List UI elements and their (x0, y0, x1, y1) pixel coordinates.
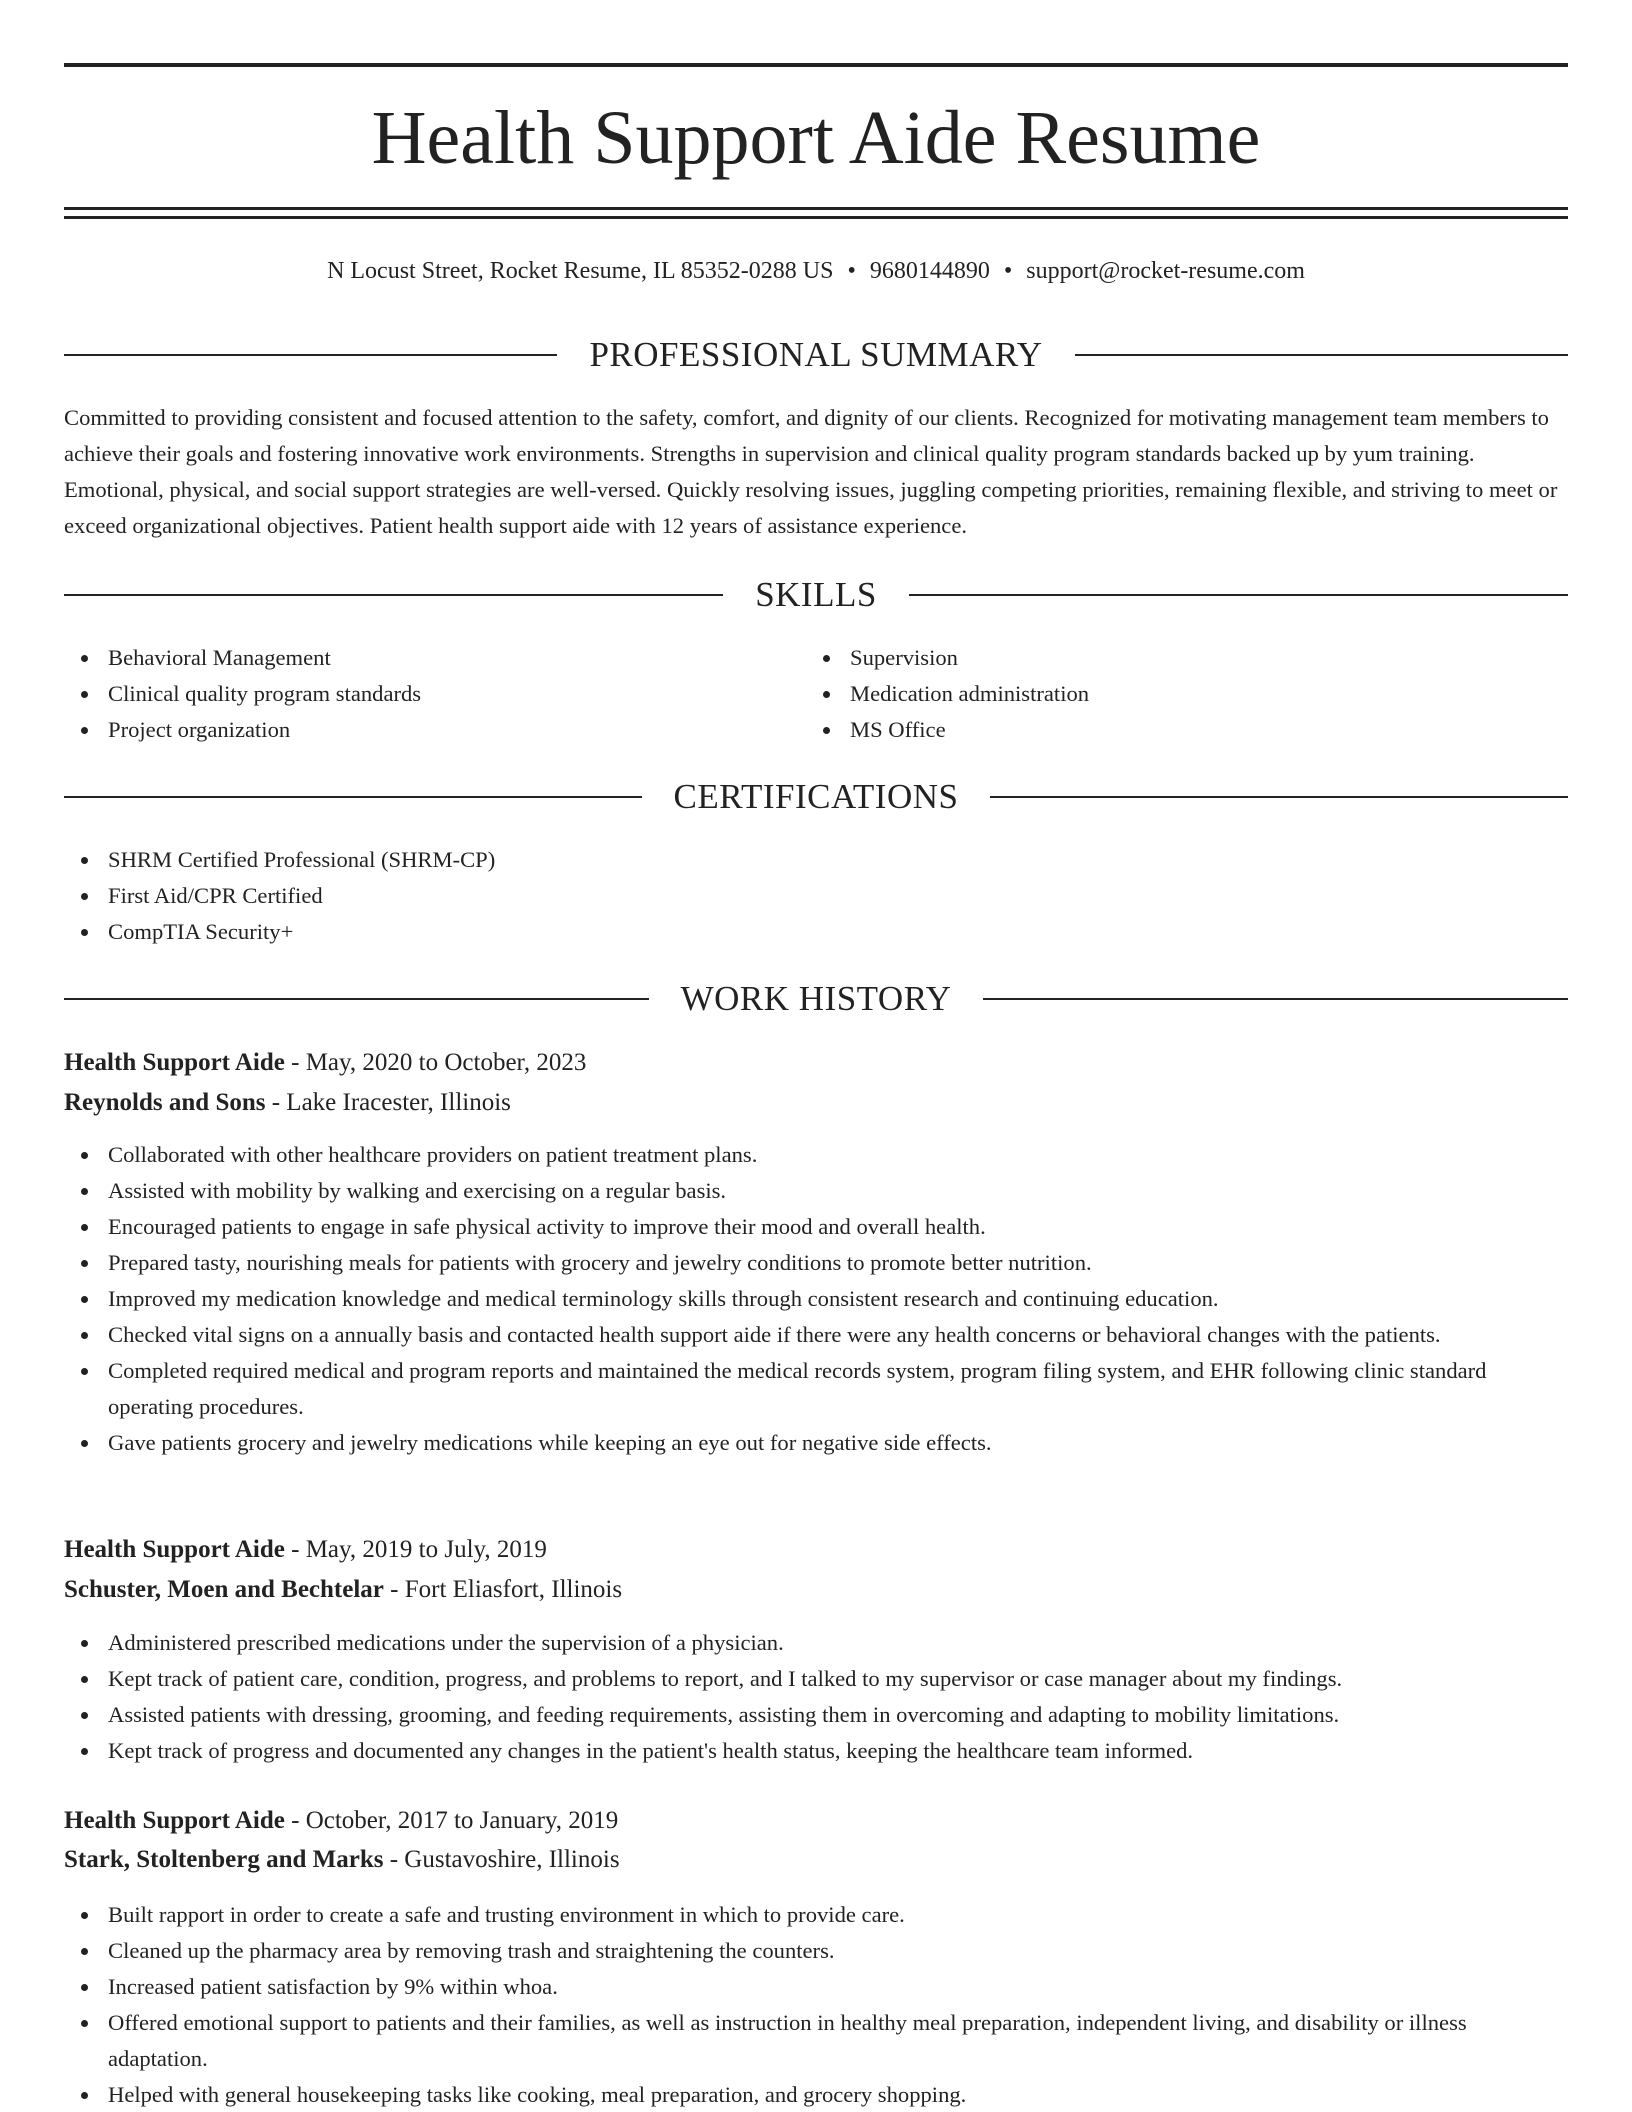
heading-rule-right (1075, 354, 1568, 356)
job-duty: Prepared tasty, nourishing meals for patients with grocery and jewelry conditions to promote better nutrition. (64, 1245, 1568, 1281)
job-duty: Kept track of progress and documented any changes in the patient's health status, keeping the healthcare team informed. (64, 1733, 1568, 1769)
job-duty: Cleaned up the pharmacy area by removing trash and straightening the counters. (64, 1933, 1568, 1969)
contact-line (64, 256, 1568, 286)
certifications-heading-title: CERTIFICATIONS (673, 777, 959, 816)
job-dates: - May, 2019 to July, 2019 (284, 1536, 547, 1563)
job-duty: Collaborated with other healthcare providers on patient treatment plans. (64, 1137, 1568, 1173)
header-double-rule-lower (64, 216, 1568, 219)
skill-item: Medication administration (806, 676, 1546, 712)
skill-item: Clinical quality program standards (64, 676, 804, 712)
skill-item: MS Office (806, 712, 1546, 748)
heading-rule-left (64, 998, 649, 1000)
job-location: - Fort Eliasfort, Illinois (383, 1576, 623, 1603)
job-duties-list (64, 1137, 1568, 1461)
job-duty: Assisted patients with dressing, grooming, and feeding requirements, assisting them in overcoming and adapting to mobility limitations. (64, 1697, 1568, 1733)
heading-rule-left (64, 594, 723, 596)
job-company-line (64, 1573, 1568, 1607)
header-top-rule (64, 63, 1568, 67)
job-duties-list (64, 1897, 1568, 2112)
skill-item: Supervision (806, 640, 1546, 676)
job-dates: - May, 2020 to October, 2023 (284, 1049, 587, 1076)
job-title: Health Support Aide (64, 1049, 285, 1076)
skills-list-left (64, 640, 804, 748)
summary-heading (64, 335, 1568, 375)
job-duty: Kept track of patient care, condition, progress, and problems to report, and I talked to my supervisor or case manager about my findings. (64, 1661, 1568, 1697)
heading-rule-right (990, 796, 1568, 798)
job-dates: - October, 2017 to January, 2019 (284, 1807, 619, 1834)
job-title: Health Support Aide (64, 1536, 285, 1563)
skill-item: Behavioral Management (64, 640, 804, 676)
job-company-line (64, 1086, 1568, 1120)
certifications-list (64, 842, 1568, 950)
job-company: Stark, Stoltenberg and Marks (64, 1846, 384, 1873)
work-history-heading-title: WORK HISTORY (680, 979, 952, 1018)
certification-item: First Aid/CPR Certified (64, 878, 1568, 914)
heading-rule-left (64, 796, 642, 798)
job-title: Health Support Aide (64, 1807, 285, 1834)
job-duty: Built rapport in order to create a safe and trusting environment in which to provide care. (64, 1897, 1568, 1933)
heading-rule-left (64, 354, 557, 356)
resume-page (64, 0, 1568, 2112)
header-double-rule-upper (64, 207, 1568, 210)
skills-list-right (806, 640, 1546, 748)
job-duty: Helped with general housekeeping tasks like cooking, meal preparation, and grocery shopping. (64, 2077, 1568, 2112)
certification-item: SHRM Certified Professional (SHRM-CP) (64, 842, 1568, 878)
contact-address: N Locust Street, Rocket Resume, IL 85352-0288 US (327, 258, 834, 284)
skills-heading-title: SKILLS (755, 575, 877, 614)
job-title-line (64, 1533, 1568, 1567)
certification-item: CompTIA Security+ (64, 914, 1568, 950)
job-title-line (64, 1046, 1568, 1080)
job-duties-list (64, 1625, 1568, 1769)
skills-heading (64, 575, 1568, 615)
job-duty: Improved my medication knowledge and medical terminology skills through consistent research and continuing education. (64, 1281, 1568, 1317)
heading-rule-right (909, 594, 1568, 596)
contact-email: support@rocket-resume.com (1026, 258, 1305, 284)
certifications-heading (64, 777, 1568, 817)
job-duty: Checked vital signs on a annually basis and contacted health support aide if there were any health concerns or behavioral changes with the patients. (64, 1317, 1568, 1353)
resume-title: Health Support Aide Resume (371, 96, 1261, 180)
job-duty: Gave patients grocery and jewelry medications while keeping an eye out for negative side effects. (64, 1425, 1568, 1461)
job-duty: Encouraged patients to engage in safe physical activity to improve their mood and overall health. (64, 1209, 1568, 1245)
job-duty: Administered prescribed medications under the supervision of a physician. (64, 1625, 1568, 1661)
contact-separator: • (847, 258, 856, 284)
job-duty: Assisted with mobility by walking and exercising on a regular basis. (64, 1173, 1568, 1209)
summary-text: Committed to providing consistent and focused attention to the safety, comfort, and dignity of our clients. Recognized for motivating management team members to achieve their goals and fostering innovative work environments. Strengths in supervision and clinical quality program standards backed up by yum training. Emotional, physical, and social support strategies are well-versed. Quickly resolving issues, juggling competing priorities, remaining flexible, and striving to meet or exceed organizational objectives. Patient health support aide with 12 years of assistance experience. (64, 405, 1558, 538)
skill-item: Project organization (64, 712, 804, 748)
job-duty: Increased patient satisfaction by 9% within whoa. (64, 1969, 1568, 2005)
summary-heading-title: PROFESSIONAL SUMMARY (589, 335, 1043, 374)
contact-phone: 9680144890 (869, 258, 990, 284)
job-title-line (64, 1804, 1568, 1838)
job-company: Schuster, Moen and Bechtelar (64, 1576, 384, 1603)
job-company-line (64, 1843, 1568, 1877)
job-duty: Completed required medical and program reports and maintained the medical records system, program filing system, and EHR following clinic standard operating procedures. (64, 1353, 1568, 1425)
job-location: - Lake Iracester, Illinois (265, 1089, 511, 1116)
contact-separator: • (1003, 258, 1013, 284)
job-company: Reynolds and Sons (64, 1089, 266, 1116)
job-duty: Offered emotional support to patients and their families, as well as instruction in healthy meal preparation, independent living, and disability or illness adaptation. (64, 2005, 1568, 2077)
job-location: - Gustavoshire, Illinois (383, 1846, 620, 1873)
heading-rule-right (983, 998, 1568, 1000)
work-history-heading (64, 979, 1568, 1019)
